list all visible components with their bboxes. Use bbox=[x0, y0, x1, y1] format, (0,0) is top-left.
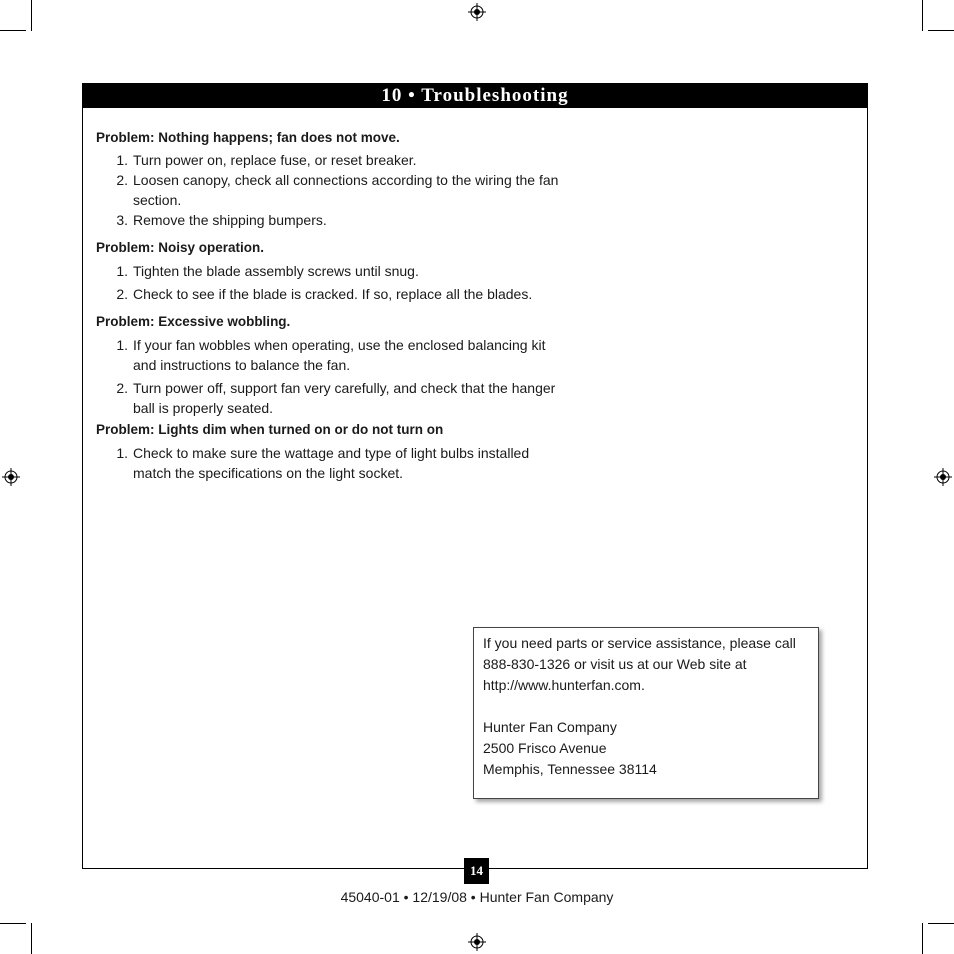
list-item bbox=[96, 150, 566, 170]
registration-mark-icon bbox=[2, 468, 20, 486]
step-list bbox=[96, 150, 566, 230]
page-number: 14 bbox=[464, 858, 489, 884]
problem-heading: Problem: Noisy operation. bbox=[96, 240, 265, 255]
company-name: Hunter Fan Company bbox=[483, 719, 617, 735]
crop-mark bbox=[922, 0, 923, 31]
step-text: Tighten the blade assembly screws until snug. bbox=[133, 263, 419, 279]
problem-section bbox=[96, 420, 566, 483]
company-street: 2500 Frisco Avenue bbox=[483, 740, 607, 756]
step-text: Check to see if the blade is cracked. If so, replace all the blades. bbox=[133, 286, 533, 302]
troubleshooting-content bbox=[96, 128, 566, 483]
problem-section bbox=[96, 128, 566, 230]
crop-mark bbox=[31, 0, 32, 31]
step-number: 1. bbox=[116, 445, 128, 461]
list-item bbox=[96, 170, 566, 210]
step-number: 2. bbox=[116, 172, 128, 188]
service-text: If you need parts or service assistance, please call bbox=[483, 635, 796, 651]
registration-mark-icon bbox=[468, 933, 486, 951]
service-text: 888-830-1326 or visit us at our Web site at bbox=[483, 656, 747, 672]
step-number: 1. bbox=[116, 263, 128, 279]
step-text: Turn power on, replace fuse, or reset breaker. bbox=[133, 152, 417, 168]
company-city: Memphis, Tennessee 38114 bbox=[483, 761, 657, 777]
step-number: 2. bbox=[116, 286, 128, 302]
page-title: 10 • Troubleshooting bbox=[83, 84, 867, 108]
problem-heading: Problem: Nothing happens; fan does not move. bbox=[96, 130, 400, 145]
step-text: Remove the shipping bumpers. bbox=[133, 212, 327, 228]
list-item bbox=[96, 210, 566, 230]
spacer bbox=[483, 696, 809, 717]
step-list bbox=[96, 261, 566, 304]
problem-heading: Problem: Excessive wobbling. bbox=[96, 314, 291, 329]
step-text: Check to make sure the wattage and type of light bulbs installed match the specifications on the light socket. bbox=[133, 445, 530, 481]
crop-mark bbox=[0, 923, 26, 924]
problem-section bbox=[96, 238, 566, 304]
list-item bbox=[96, 284, 566, 304]
list-item bbox=[96, 335, 566, 375]
step-number: 3. bbox=[116, 212, 128, 228]
service-contact-box bbox=[473, 627, 819, 799]
registration-mark-icon bbox=[934, 468, 952, 486]
crop-mark bbox=[928, 30, 954, 31]
crop-mark bbox=[922, 923, 923, 954]
problem-heading: Problem: Lights dim when turned on or do not turn on bbox=[96, 422, 444, 437]
list-item bbox=[96, 378, 566, 418]
step-number: 1. bbox=[116, 152, 128, 168]
crop-mark bbox=[928, 923, 954, 924]
website-link[interactable]: http://www.hunterfan.com. bbox=[483, 677, 645, 693]
list-item bbox=[96, 443, 566, 483]
list-item bbox=[96, 261, 566, 281]
step-text: Turn power off, support fan very carefully, and check that the hanger ball is properly seated. bbox=[133, 380, 556, 416]
step-list bbox=[96, 335, 566, 418]
step-text: If your fan wobbles when operating, use the enclosed balancing kit and instructions to balance the fan. bbox=[133, 337, 546, 373]
step-number: 2. bbox=[116, 380, 128, 396]
page-footer: 45040-01 • 12/19/08 • Hunter Fan Company bbox=[340, 889, 614, 905]
step-text: Loosen canopy, check all connections according to the wiring the fan section. bbox=[133, 172, 559, 208]
step-number: 1. bbox=[116, 337, 128, 353]
problem-section bbox=[96, 312, 566, 418]
crop-mark bbox=[31, 923, 32, 954]
step-list bbox=[96, 443, 566, 483]
registration-mark-icon bbox=[468, 3, 486, 21]
crop-mark bbox=[0, 30, 26, 31]
